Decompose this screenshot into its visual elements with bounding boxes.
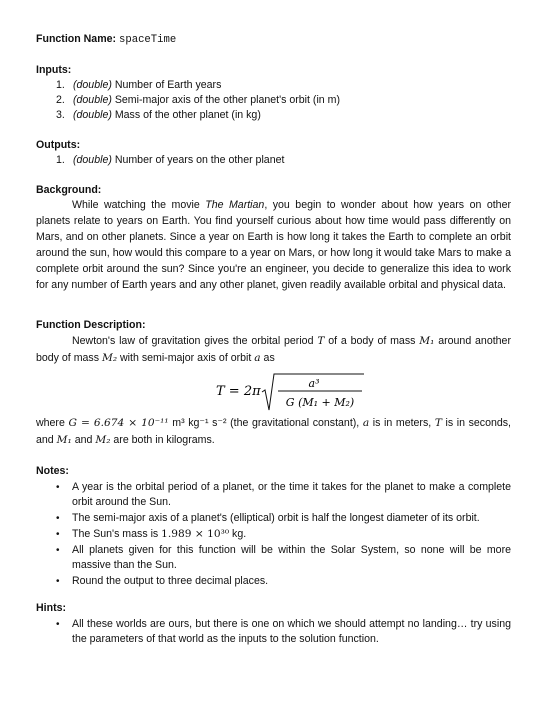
- hints-list: [36, 617, 511, 647]
- symbol-a: a: [254, 352, 261, 364]
- sun-mass-value: 1.989 × 10³⁰: [161, 528, 230, 540]
- symbol-T: T: [434, 417, 442, 429]
- description-heading: Function Description:: [36, 319, 146, 331]
- notes-section: [36, 464, 511, 589]
- hint-text: All these worlds are ours, but there is one on which we should attempt no landing… try using the parameters of that world as the inputs to the solution function.: [72, 618, 511, 645]
- bullet-icon: •: [56, 545, 60, 556]
- where-text: is in meters,: [372, 417, 432, 429]
- outputs-list: [36, 153, 511, 168]
- function-name-label: Function Name:: [36, 33, 119, 45]
- input-item-1: [36, 78, 511, 93]
- background-section: [36, 183, 511, 293]
- description-paragraph: [36, 333, 511, 367]
- input-item-2: [36, 93, 511, 108]
- where-text: where: [36, 417, 65, 429]
- g-constant-value: G = 6.674 × 10⁻¹¹: [68, 417, 169, 429]
- output-item-text: Number of years on the other planet: [111, 154, 285, 166]
- bullet-icon: •: [56, 513, 60, 524]
- function-name-value: spaceTime: [119, 34, 177, 46]
- input-item-type: (double): [73, 79, 112, 91]
- description-text: of a body of mass: [328, 335, 416, 347]
- movie-title: The Martian: [205, 199, 265, 211]
- where-text: is in seconds, and: [36, 417, 511, 446]
- description-text: as: [263, 352, 275, 364]
- background-paragraph: [36, 198, 511, 293]
- input-item-text: Semi-major axis of the other planet's orbit (in m): [111, 94, 340, 106]
- note-item-1: [36, 480, 511, 510]
- inputs-section: [36, 63, 511, 123]
- hints-heading: Hints:: [36, 602, 67, 614]
- description-text: Newton's law of gravitation gives the orbital period: [72, 335, 314, 347]
- notes-list: [36, 480, 511, 589]
- symbol-M2: M₂: [101, 352, 118, 364]
- note-text: The semi-major axis of a planet's (elliptical) orbit is half the longest diameter of its orbit.: [72, 512, 480, 524]
- outputs-section: [36, 138, 511, 168]
- bullet-icon: •: [56, 482, 60, 493]
- formula-lhs: T = 2π: [216, 384, 261, 399]
- symbol-M2: M₂: [95, 434, 111, 446]
- note-item-5: [36, 574, 511, 589]
- input-item-num: 2.: [56, 94, 65, 106]
- inputs-heading: Inputs:: [36, 64, 72, 76]
- output-item-type: (double): [73, 154, 112, 166]
- bullet-icon: •: [56, 619, 60, 630]
- output-item-num: 1.: [56, 154, 65, 166]
- note-text: Round the output to three decimal places.: [72, 575, 269, 587]
- note-item-4: [36, 543, 511, 573]
- notes-heading: Notes:: [36, 465, 69, 477]
- background-text-post: , you begin to wonder about how years on other planets relate to years on Earth. You find yourself curious about how time would pass differently on Mars, and on other planets. Since a year on Earth is how long it takes the Earth to complete an orbit around the sun, how would this compare to a year on Mars, or how long it would take Mars to make a complete orbit around the sun? Since you're an engineer, you decide to generalize this idea to work for any number of Earth years and any other planet, given readily available orbital and physical data.: [36, 199, 511, 291]
- background-heading: Background:: [36, 184, 102, 196]
- output-item-1: [36, 153, 511, 168]
- note-item-2: [36, 511, 511, 526]
- note-item-3: [36, 527, 511, 542]
- description-text: with semi-major axis of orbit: [120, 352, 252, 364]
- symbol-M1: M₁: [56, 434, 72, 446]
- note-text: A year is the orbital period of a planet, or the time it takes for the planet to make a complete orbit around the Sun.: [72, 481, 511, 508]
- hint-item-1: [36, 617, 511, 647]
- formula-numerator: a³: [308, 377, 320, 390]
- where-text: and: [74, 434, 93, 446]
- where-clause: [36, 415, 511, 449]
- input-item-text: Number of Earth years: [111, 79, 222, 91]
- input-item-type: (double): [73, 94, 112, 106]
- background-text-pre: While watching the movie: [72, 199, 206, 211]
- input-item-text: Mass of the other planet (in kg): [111, 109, 261, 121]
- symbol-T: T: [317, 335, 325, 347]
- g-constant-units: m³ kg⁻¹ s⁻² (the gravitational constant),: [168, 417, 360, 429]
- inputs-list: [36, 78, 511, 123]
- formula-denominator: G (M₁ + M₂): [285, 396, 355, 409]
- input-item-3: [36, 108, 511, 123]
- symbol-a: a: [362, 417, 370, 429]
- symbol-M1: M₁: [419, 335, 435, 347]
- input-item-num: 3.: [56, 109, 65, 121]
- note-text: All planets given for this function will be within the Solar System, so none will be more massive than the Sun.: [72, 544, 511, 571]
- bullet-icon: •: [56, 529, 60, 540]
- hints-section: [36, 601, 511, 647]
- input-item-type: (double): [73, 109, 112, 121]
- input-item-num: 1.: [56, 79, 65, 91]
- bullet-icon: •: [56, 576, 60, 587]
- note-text: The Sun's mass is: [72, 528, 162, 540]
- function-name-line: [36, 33, 511, 46]
- description-text: around another body of mass: [36, 335, 511, 364]
- where-text: are both in kilograms.: [113, 434, 215, 446]
- outputs-heading: Outputs:: [36, 139, 81, 151]
- note-text: kg.: [229, 528, 247, 540]
- orbital-period-formula: [216, 370, 366, 420]
- description-section: [36, 318, 511, 367]
- formula-svg: [216, 370, 366, 420]
